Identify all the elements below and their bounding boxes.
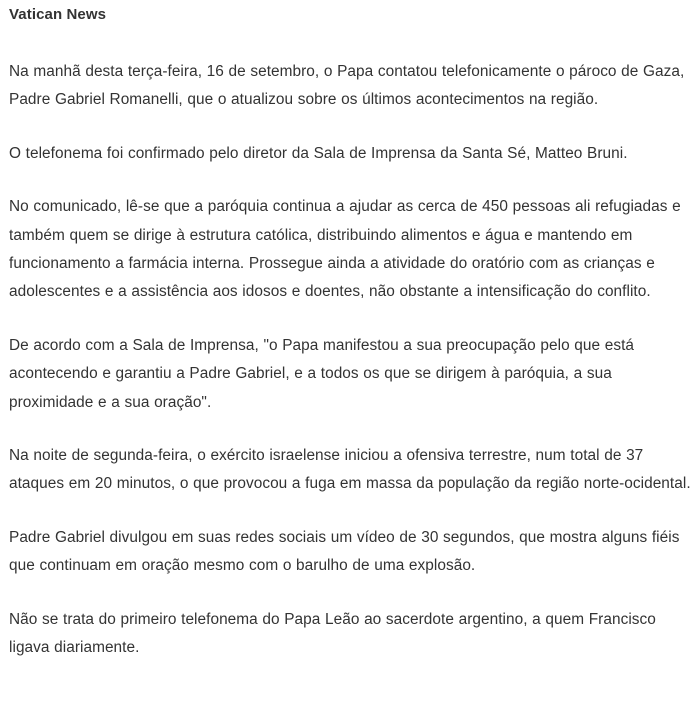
article-paragraph-4: De acordo com a Sala de Imprensa, "o Papa manifestou a sua preocupação pelo que está acontecendo e garantiu a Padre Gabriel, e a todos os que se dirigem à paróquia, a sua proximidade e a sua oração". [9, 336, 635, 411]
article-paragraph-5: Na noite de segunda-feira, o exército israelense iniciou a ofensiva terrestre, num total de 37 ataques em 20 minutos, o que provocou a fuga em massa da população da região norte-ocidental. [9, 447, 691, 493]
article-source: Vatican News [9, 6, 107, 23]
article-paragraph-3: No comunicado, lê-se que a paróquia continua a ajudar as cerca de 450 pessoas ali refugiadas e também quem se dirige à estrutura católica, distribuindo alimentos e água e mantendo em funcionamento a farmácia interna. Prossegue ainda a atividade do oratório com as crianças e adolescentes e a assistência aos idosos e doentes, não obstante a intensificação do conflito. [9, 198, 681, 301]
article-paragraph-7: Não se trata do primeiro telefonema do Papa Leão ao sacerdote argentino, a quem Francisco ligava diariamente. [9, 610, 656, 657]
article-paragraph-2: O telefonema foi confirmado pelo diretor da Sala de Imprensa da Santa Sé, Matteo Bruni. [9, 144, 628, 162]
article-body [9, 0, 691, 663]
article-paragraph-6: Padre Gabriel divulgou em suas redes sociais um vídeo de 30 segundos, que mostra alguns fiéis que continuam em oração mesmo com o barulho de uma explosão. [9, 528, 680, 575]
article-paragraph-1: Na manhã desta terça-feira, 16 de setembro, o Papa contatou telefonicamente o pároco de Gaza, Padre Gabriel Romanelli, que o atualizou sobre os últimos acontecimentos na região. [9, 63, 685, 109]
